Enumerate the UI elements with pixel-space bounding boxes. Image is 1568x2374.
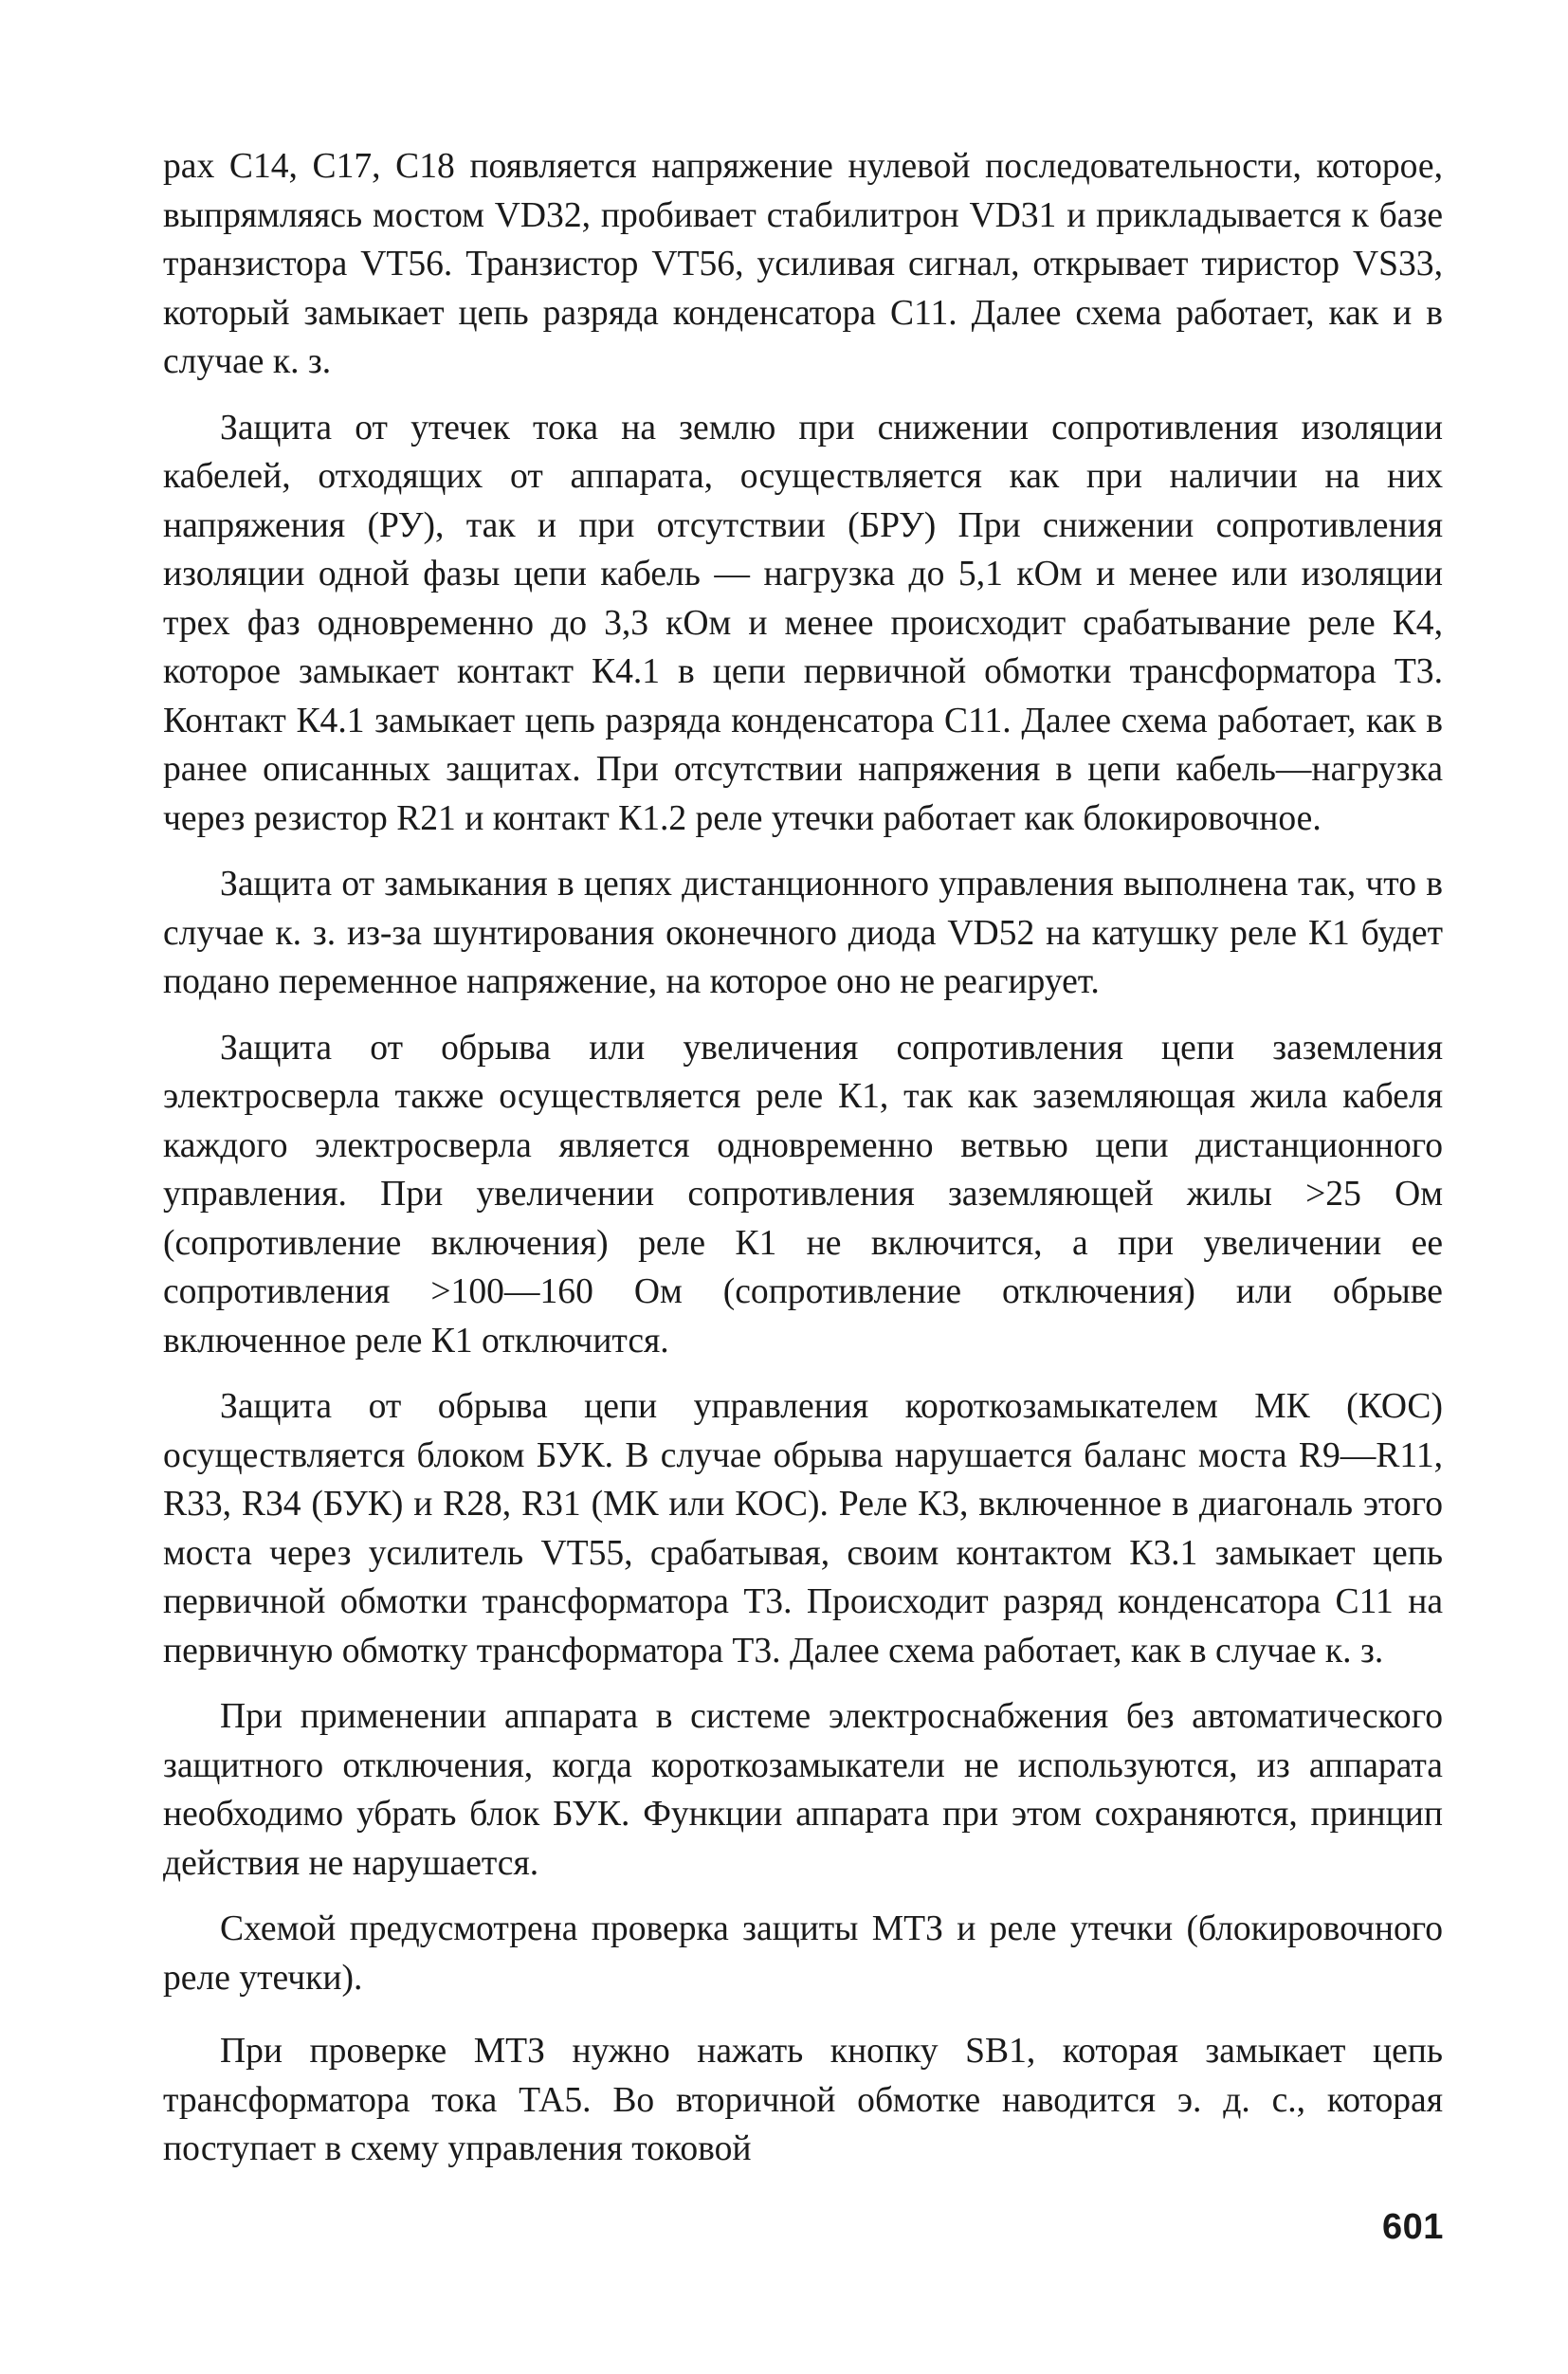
paragraph-6: При применении аппарата в системе электроснабжения без автоматического защитного отключения, когда короткозамыкатели не используются, из аппарата необходимо убрать блок БУК. Функции аппарата при этом сохраняются, принцип действия не нарушается. xyxy=(163,1697,1443,1883)
page-body xyxy=(163,142,1443,2191)
paragraph-7: Схемой предусмотрена проверка защиты МТЗ и реле утечки (блокировочного реле утечки). xyxy=(163,1909,1443,1998)
page-number: 601 xyxy=(1382,2207,1444,2247)
paragraph-4: Защита от обрыва или увеличения сопротивления цепи заземления электросверла также осуществляется реле К1, так как заземляющая жила кабеля каждого электросверла является одновременно ветвью цепи дистанционного управления. При увеличении сопротивления заземляющей жилы >25 Ом (сопротивление включения) реле К1 не включится, а при увеличении ее сопротивления >100—160 Ом (сопротивление отключения) или обрыве включенное реле К1 отключится. xyxy=(163,1028,1443,1360)
paragraph-8: При проверке МТЗ нужно нажать кнопку SB1, которая замыкает цепь трансформатора тока ТА5. Во вторичной обмотке наводится э. д. с., которая поступает в схему управления токовой xyxy=(163,2032,1443,2168)
paragraph-2: Защита от утечек тока на землю при снижении сопротивления изоляции кабелей, отходящих от аппарата, осуществляется как при наличии на них напряжения (РУ), так и при отсутствии (БРУ) При снижении сопротивления изоляции одной фазы цепи кабель — нагрузка до 5,1 кОм и менее или изоляции трех фаз одновременно до 3,3 кОм и менее происходит срабатывание реле К4, которое замыкает контакт К4.1 в цепи первичной обмотки трансформатора Т3. Контакт К4.1 замыкает цепь разряда конденсатора C11. Далее схема работает, как в ранее описанных защитах. При отсутствии напряжения в цепи кабель—нагрузка через резистор R21 и контакт К1.2 реле утечки работает как блокировочное. xyxy=(163,408,1443,838)
paragraph-3: Защита от замыкания в цепях дистанционного управления выполнена так, что в случае к. з. из-за шунтирования оконечного диода VD52 на катушку реле К1 будет подано переменное напряжение, на которое оно не реагирует. xyxy=(163,865,1443,1001)
paragraph-1: рах C14, C17, C18 появляется напряжение нулевой последовательности, которое, выпрямляясь мостом VD32, пробивает стабилитрон VD31 и прикладывается к базе транзистора VT56. Транзистор VT56, усиливая сигнал, открывает тиристор VS33, который замыкает цепь разряда конденсатора C11. Далее схема работает, как и в случае к. з. xyxy=(163,147,1443,381)
paragraph-5: Защита от обрыва цепи управления короткозамыкателем МК (КОС) осуществляется блоком БУК. В случае обрыва нарушается баланс моста R9—R11, R33, R34 (БУК) и R28, R31 (МК или КОС). Реле К3, включенное в диагональ этого моста через усилитель VT55, срабатывая, своим контактом К3.1 замыкает цепь первичной обмотки трансформатора Т3. Происходит разряд конденсатора C11 на первичную обмотку трансформатора Т3. Далее схема работает, как в случае к. з. xyxy=(163,1387,1443,1671)
